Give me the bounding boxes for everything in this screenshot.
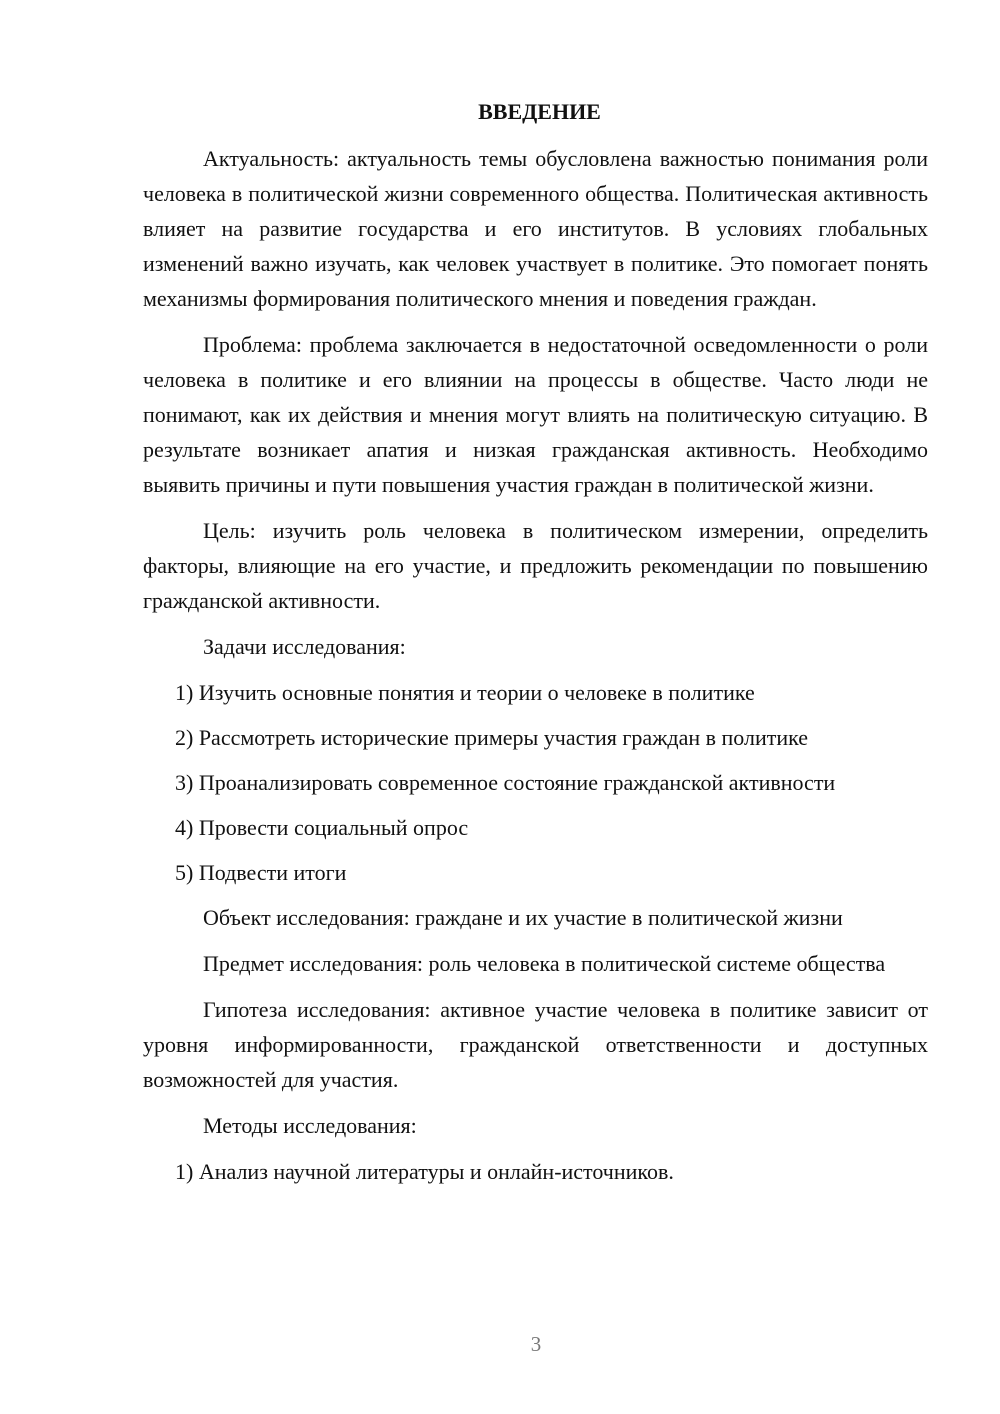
list-item: 3) Проанализировать современное состояние гражданской активности (175, 770, 836, 795)
list-item: 4) Провести социальный опрос (175, 815, 469, 840)
page-number: 3 (530, 1332, 542, 1356)
object-paragraph: Объект исследования: граждане и их участие в политической жизни (203, 905, 843, 930)
list-item: 1) Анализ научной литературы и онлайн-источников. (175, 1159, 674, 1184)
hypothesis-paragraph: Гипотеза исследования: активное участие человека в политике зависит от уровня информированности, гражданской ответственности и доступных возможностей для участия. (143, 997, 928, 1092)
methods-heading: Методы исследования: (203, 1113, 417, 1138)
goal-paragraph: Цель: изучить роль человека в политическом измерении, определить факторы, влияющие на его участие, и предложить рекомендации по повышению гражданской активности. (143, 518, 928, 613)
list-item: 2) Рассмотреть исторические примеры участия граждан в политике (175, 725, 809, 750)
list-item: 5) Подвести итоги (175, 860, 347, 885)
list-item: 1) Изучить основные понятия и теории о человеке в политике (175, 680, 755, 705)
problem-paragraph: Проблема: проблема заключается в недостаточной осведомленности о роли человека в политике и его влиянии на процессы в обществе. Часто люди не понимают, как их действия и мнения могут влиять на политическую ситуацию. В результате возникает апатия и низкая гражданская активность. Необходимо выявить причины и пути повышения участия граждан в политической жизни. (143, 332, 928, 497)
page-content (143, 94, 928, 1199)
methods-list (143, 1154, 928, 1189)
relevance-paragraph: Актуальность: актуальность темы обусловлена важностью понимания роли человека в политической жизни современного общества. Политическая активность влияет на развитие государства и его институтов. В условиях глобальных изменений важно изучать, как человек участвует в политике. Это помогает понять механизмы формирования политического мнения и поведения граждан. (143, 146, 928, 311)
tasks-list (143, 675, 928, 890)
tasks-heading: Задачи исследования: (203, 634, 406, 659)
subject-paragraph: Предмет исследования: роль человека в политической системе общества (203, 951, 886, 976)
page-title: ВВЕДЕНИЕ (478, 99, 601, 124)
